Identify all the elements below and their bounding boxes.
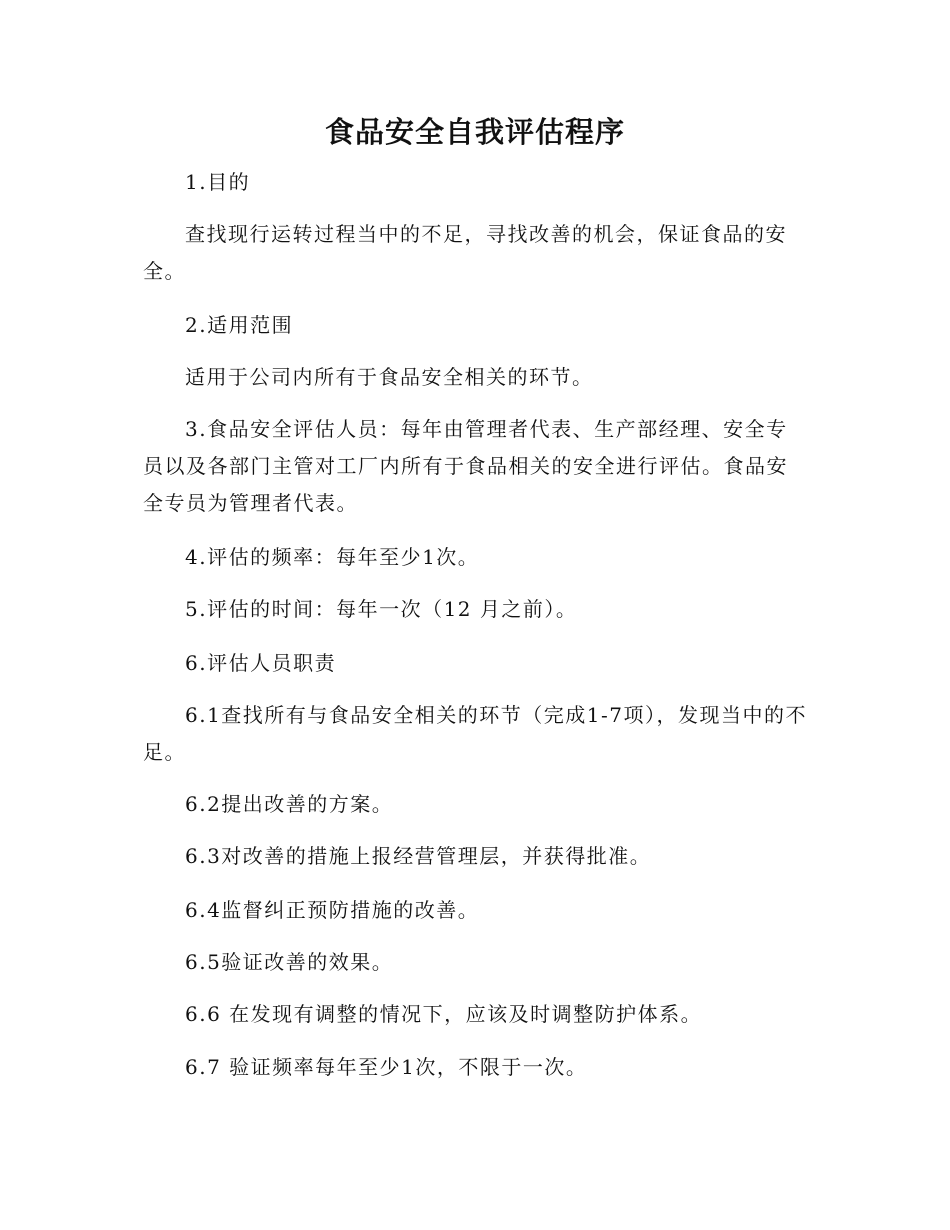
section-1-body: 查找现行运转过程当中的不足，寻找改善的机会，保证食品的安全。 — [143, 222, 787, 283]
item-6-4: 6.4监督纠正预防措施的改善。 — [185, 898, 480, 922]
document-title: 食品安全自我评估程序 — [324, 115, 625, 149]
section-4-body: 4.评估的频率：每年至少1次。 — [185, 545, 480, 569]
section-6-heading: 6.评估人员职责 — [185, 651, 337, 675]
section-1-heading: 1.目的 — [185, 170, 251, 194]
item-6-1: 6.1查找所有与食品安全相关的环节（完成1-7项），发现当中的不足。 — [143, 703, 808, 764]
section-2-heading: 2.适用范围 — [185, 313, 294, 337]
item-6-5: 6.5验证改善的效果。 — [185, 950, 394, 974]
section-2-body: 适用于公司内所有于食品安全相关的环节。 — [185, 365, 594, 389]
item-6-6: 6.6 在发现有调整的情况下，应该及时调整防护体系。 — [185, 1002, 703, 1026]
item-6-7: 6.7 验证频率每年至少1次，不限于一次。 — [185, 1055, 588, 1079]
section-5-body: 5.评估的时间：每年一次（12 月之前）。 — [185, 597, 578, 621]
item-6-2: 6.2提出改善的方案。 — [185, 792, 394, 816]
section-3-body: 3.食品安全评估人员：每年由管理者代表、生产部经理、安全专员以及各部门主管对工厂内所有于食品相关的安全进行评估。食品安全专员为管理者代表。 — [143, 417, 788, 515]
item-6-3: 6.3对改善的措施上报经营管理层，并获得批准。 — [185, 844, 652, 868]
